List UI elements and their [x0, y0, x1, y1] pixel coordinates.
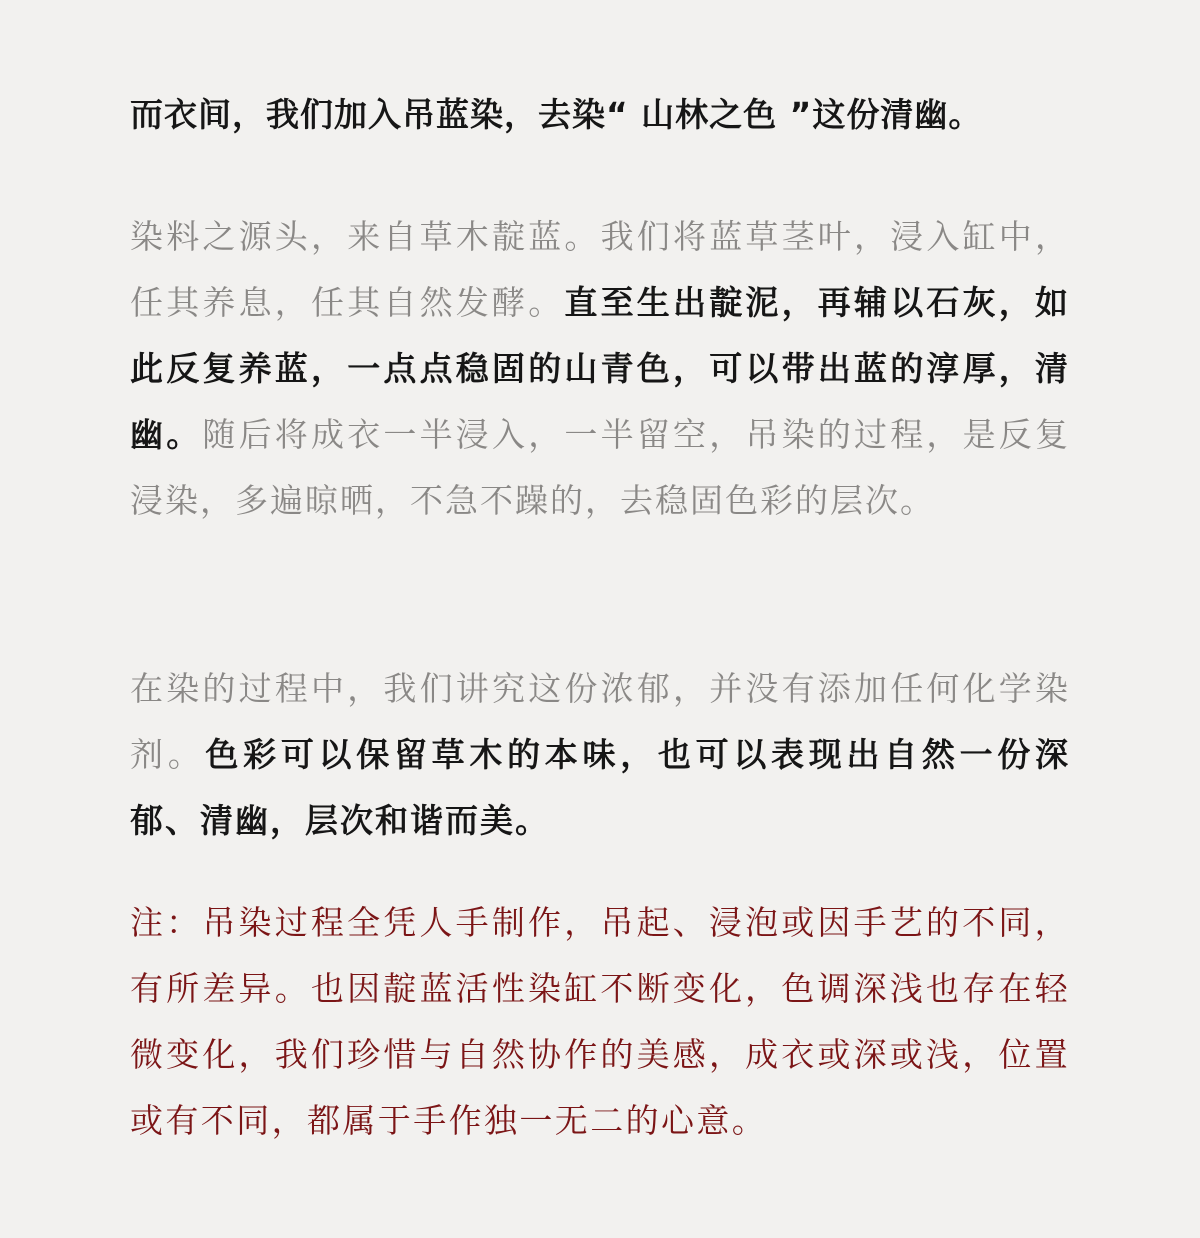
dye-process-text: 随后将成衣一半浸入，一半留空，吊染的过程，是反复浸染，多遍晾晒，不急不躁的，去稳固色彩的层次。 — [130, 415, 1071, 520]
handmade-note: 注：吊染过程全凭人手制作，吊起、浸泡或因手艺的不同，有所差异。也因靛蓝活性染缸不断变化，色调深浅也存在轻微变化，我们珍惜与自然协作的美感，成衣或深或浅，位置或有不同，都属于手作独一无二的心意。 — [130, 903, 1070, 1140]
dye-source-text: 染料之源头，来自草木靛蓝。我们将蓝草茎叶，浸入缸中，任其养息，任其自然发酵。 — [130, 217, 1070, 322]
dye-source-emphasis: 直至生出靛泥，再辅以石灰，如此反复养蓝，一点点稳固的山青色，可以带出蓝的淳厚，清幽。 — [130, 283, 1071, 454]
no-chemicals-text: 在染的过程中，我们讲究这份浓郁，并没有添加任何化学染剂。 — [130, 669, 1070, 774]
intro-heading: 而衣间，我们加入吊蓝染，去染“ 山林之色 ”这份清幽。 — [130, 95, 983, 134]
no-chemicals-emphasis: 色彩可以保留草木的本味，也可以表现出自然一份深郁、清幽，层次和谐而美。 — [130, 735, 1071, 840]
dye-source-paragraph — [130, 204, 1070, 534]
no-chemicals-paragraph — [130, 656, 1070, 854]
